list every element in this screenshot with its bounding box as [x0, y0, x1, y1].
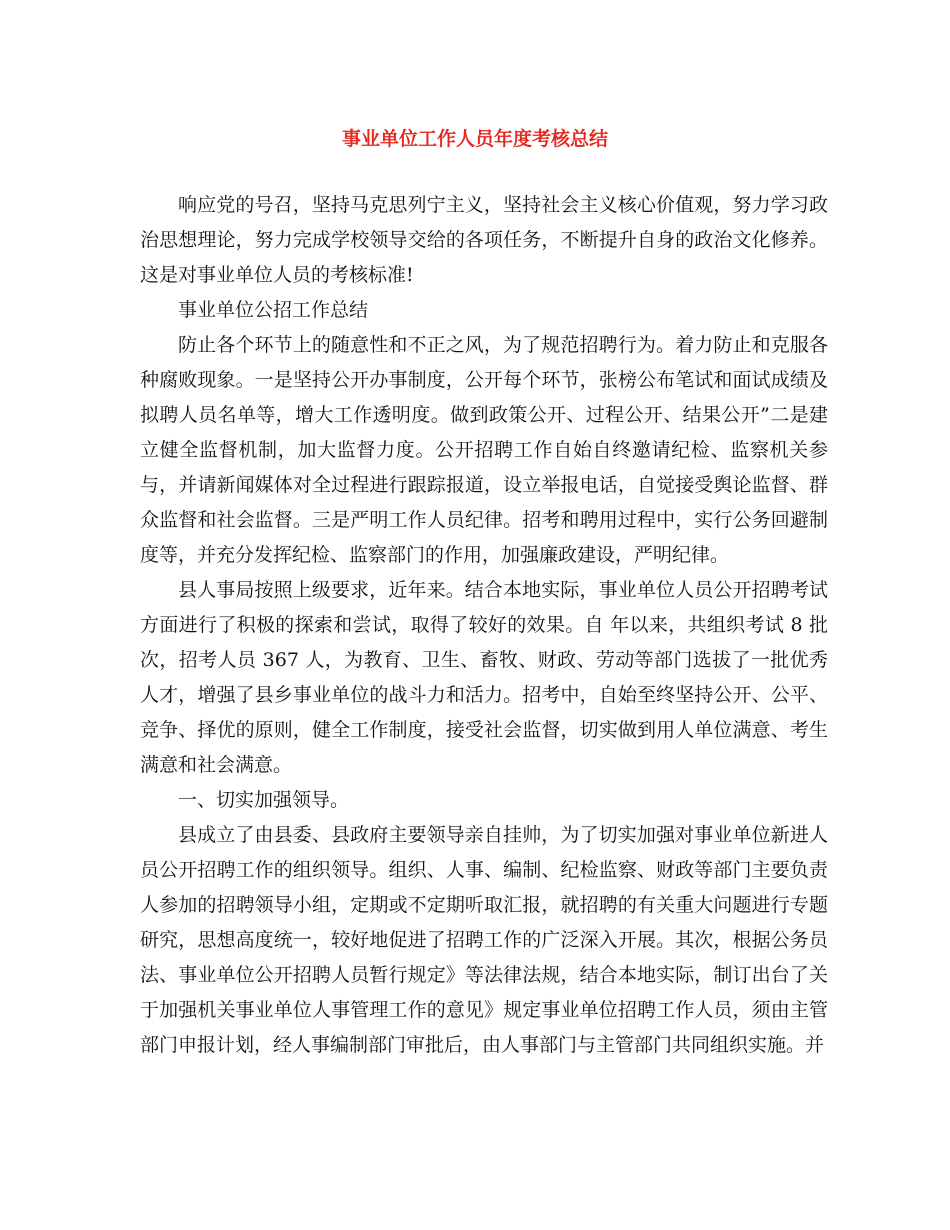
- paragraph-leadership: 县成立了由县委、县政府主要领导亲自挂帅，为了切实加强对事业单位新进人员公开招聘工作的组织领导。组织、人事、编制、纪检监察、财政等部门主要负责人参加的招聘领导小组，定期或不定期听取汇报，就招聘的有关重大问题进行专题研究，思想高度统一，较好地促进了招聘工作的广泛深入开展。其次，根据公务员法、事业单位公开招聘人员暂行规定》等法律法规，结合本地实际，制订出台了关于加强机关事业单位人事管理工作的意见》规定事业单位招聘工作人员，须由主管部门申报计划，经人事编制部门审批后，由人事部门与主管部门共同组织实施。并: [140, 824, 828, 1056]
- paragraph-county-bureau: 县人事局按照上级要求，近年来。结合本地实际，事业单位人员公开招聘考试方面进行了积极的探索和尝试，取得了较好的效果。自 年以来，共组织考试 8 批次，招考人员 367 人，为教育、卫生、畜牧、财政、劳动等部门选拔了一批优秀人才，增强了县乡事业单位的战斗力和活力。招考中，自始至终坚持公开、公平、竞争、择优的原则，健全工作制度，接受社会监督，切实做到用人单位满意、考生满意和社会满意。: [140, 579, 828, 776]
- document-body: [140, 188, 828, 1063]
- paragraph-prevention: 防止各个环节上的随意性和不正之风，为了规范招聘行为。着力防止和克服各种腐败现象。一是坚持公开办事制度，公开每个环节，张榜公布笔试和面试成绩及拟聘人员名单等，增大工作透明度。做到政策公开、过程公开、结果公开”二是建立健全监督机制，加大监督力度。公开招聘工作自始自终邀请纪检、监察机关参与，并请新闻媒体对全过程进行跟踪报道，设立举报电话，自觉接受舆论监督、群众监督和社会监督。三是严明工作人员纪律。招考和聘用过程中，实行公务回避制度等，并充分发挥纪检、监察部门的作用，加强廉政建设，严明纪律。: [140, 334, 828, 566]
- document-title: 事业单位工作人员年度考核总结: [341, 128, 608, 150]
- paragraph-section-heading: 一、切实加强领导。: [178, 789, 350, 811]
- paragraph-intro: 响应党的号召，坚持马克思列宁主义，坚持社会主义核心价值观，努力学习政治思想理论，努力完成学校领导交给的各项任务，不断提升自身的政治文化修养。这是对事业单位人员的考核标准!: [140, 194, 828, 286]
- paragraph-subtitle: 事业单位公招工作总结: [178, 299, 369, 321]
